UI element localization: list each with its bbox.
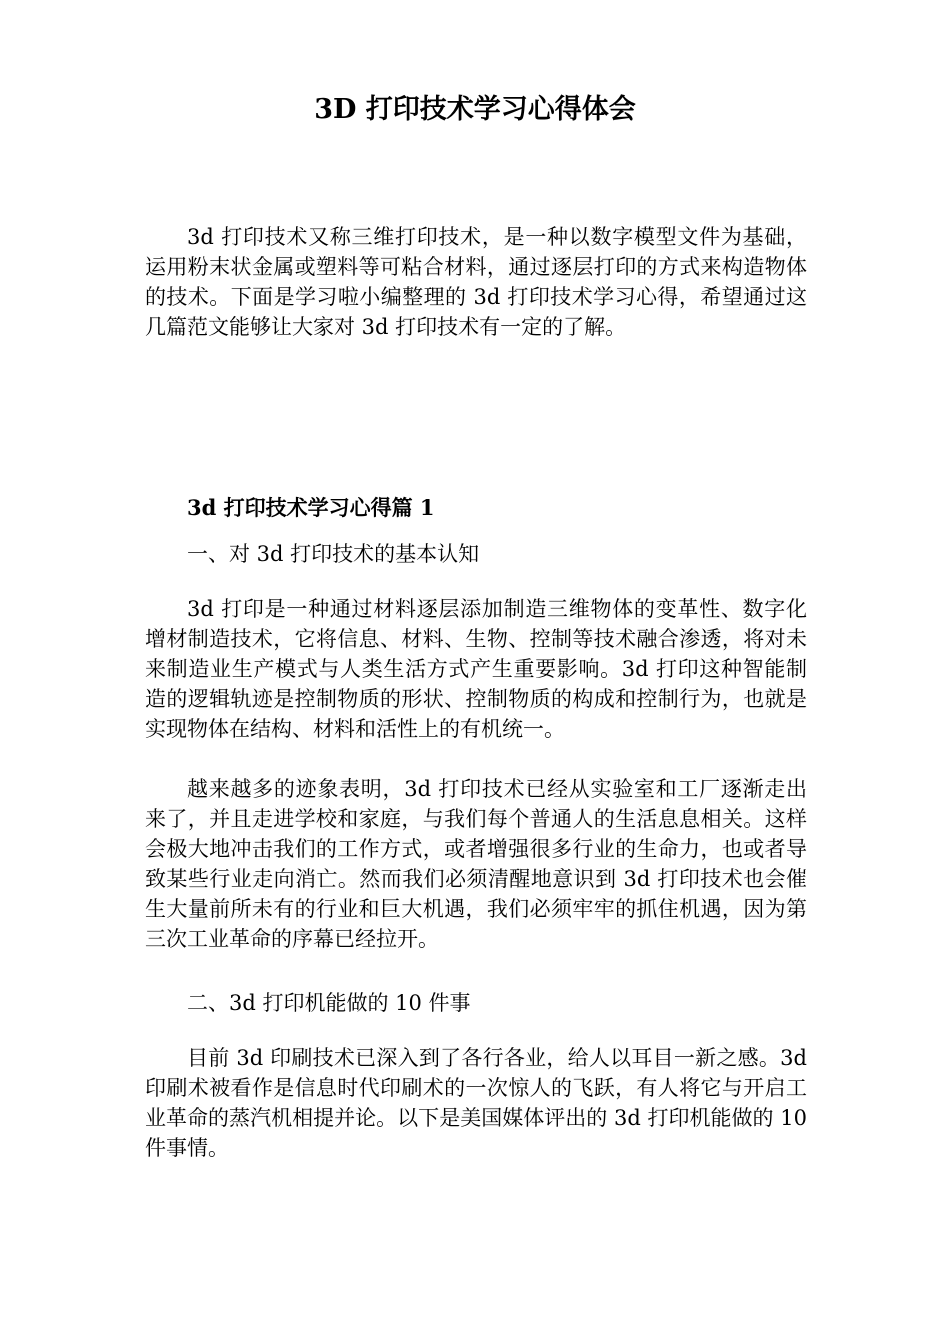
body-paragraph: 越来越多的迹象表明，3d 打印技术已经从实验室和工厂逐渐走出来了，并且走进学校和家庭，与我们每个普通人的生活息息相关。这样会极大地冲击我们的工作方式，或者增强很多行业的生命力，也或者导致某些行业走向消亡。然而我们必须清醒地意识到 3d 打印技术也会催生大量前所未有的行业和巨大机遇，我们必须牢牢的抓住机遇，因为第三次工业革命的序幕已经拉开。	[145, 777, 807, 951]
subheading-basic-understanding: 一、对 3d 打印技术的基本认知	[187, 542, 480, 566]
body-paragraph: 目前 3d 印刷技术已深入到了各行各业，给人以耳目一新之感。3d 印刷术被看作是信息时代印刷术的一次惊人的飞跃，有人将它与开启工业革命的蒸汽机相提并论。以下是美国媒体评出的 3d 打印机能做的 10 件事情。	[145, 1046, 807, 1160]
section-title: 3d 打印技术学习心得篇 1	[187, 495, 435, 520]
body-paragraph: 3d 打印是一种通过材料逐层添加制造三维物体的变革性、数字化增材制造技术，它将信息、材料、生物、控制等技术融合渗透，将对未来制造业生产模式与人类生活方式产生重要影响。3d 打印这种智能制造的逻辑轨迹是控制物质的形状、控制物质的构成和控制行为，也就是实现物体在结构、材料和活性上的有机统一。	[145, 597, 807, 741]
intro-paragraph: 3d 打印技术又称三维打印技术，是一种以数字模型文件为基础，运用粉末状金属或塑料等可粘合材料，通过逐层打印的方式来构造物体的技术。下面是学习啦小编整理的 3d 打印技术学习心得，希望通过这几篇范文能够让大家对 3d 打印技术有一定的了解。	[145, 225, 807, 339]
document-title: 3D 打印技术学习心得体会	[314, 94, 636, 125]
subheading-ten-things: 二、3d 打印机能做的 10 件事	[187, 991, 471, 1015]
